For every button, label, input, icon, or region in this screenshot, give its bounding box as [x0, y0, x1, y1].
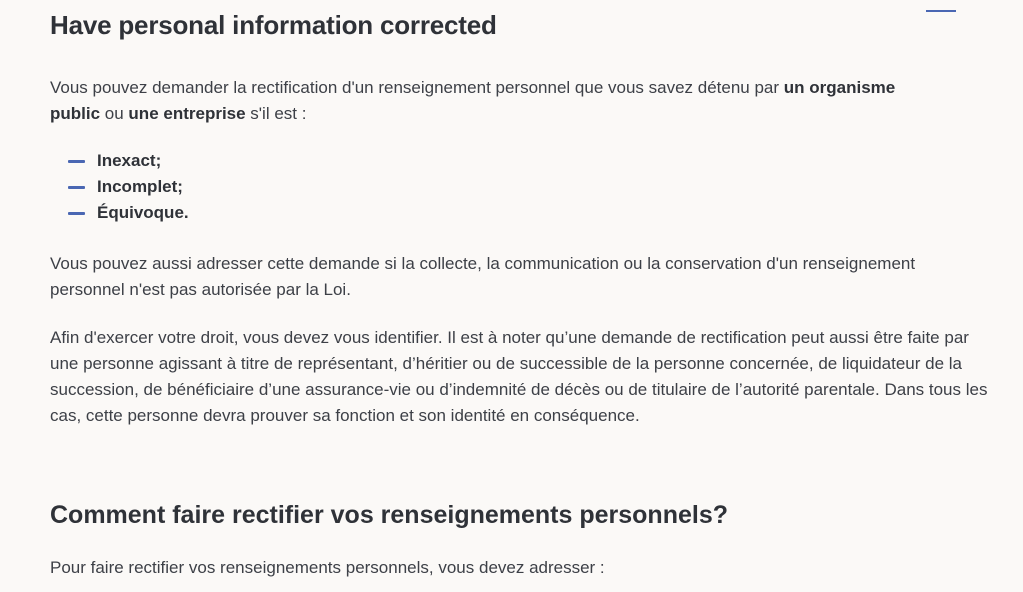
intro-text-3: s'il est : — [245, 104, 307, 123]
list-item-label: Incomplet; — [97, 177, 183, 196]
collection-paragraph: Vous pouvez aussi adresser cette demande si la collecte, la communication ou la conservation d'un renseignement personnel n'est pas autorisée par la Loi. — [50, 254, 916, 299]
how-to-paragraph: Pour faire rectifier vos renseignements personnels, vous devez adresser : — [50, 558, 605, 577]
list-item — [68, 148, 189, 174]
dash-bullet-icon — [68, 212, 85, 215]
intro-text-1: Vous pouvez demander la rectification d'un renseignement personnel que vous savez détenu par — [50, 78, 784, 97]
list-item-label: Inexact; — [97, 151, 162, 170]
identification-paragraph: Afin d'exercer votre droit, vous devez vous identifier. Il est à noter qu’une demande de rectification peut aussi être faite par une personne agissant à titre de représentant, d’héritier ou de successible de la personne concernée, de liquidateur de la succession, de bénéficiaire d’une assurance-vie ou d’indemnité de décès ou de titulaire de l’autorité parentale. Dans tous les cas, cette personne devra prouver sa fonction et son identité en conséquence. — [50, 328, 988, 425]
menu-toggle-dash[interactable] — [926, 10, 956, 12]
intro-paragraph — [50, 75, 950, 127]
intro-strong-enterprise: une entreprise — [128, 104, 246, 123]
criteria-list — [68, 148, 189, 226]
intro-strong-public-body: un organisme public — [50, 78, 896, 123]
intro-text-2: ou — [100, 104, 129, 123]
list-item — [68, 200, 189, 226]
list-item-label: Équivoque. — [97, 203, 189, 222]
section-heading: Comment faire rectifier vos renseignements personnels? — [50, 501, 728, 529]
list-item — [68, 174, 189, 200]
page-title: Have personal information corrected — [50, 10, 497, 40]
dash-bullet-icon — [68, 186, 85, 189]
dash-bullet-icon — [68, 160, 85, 163]
